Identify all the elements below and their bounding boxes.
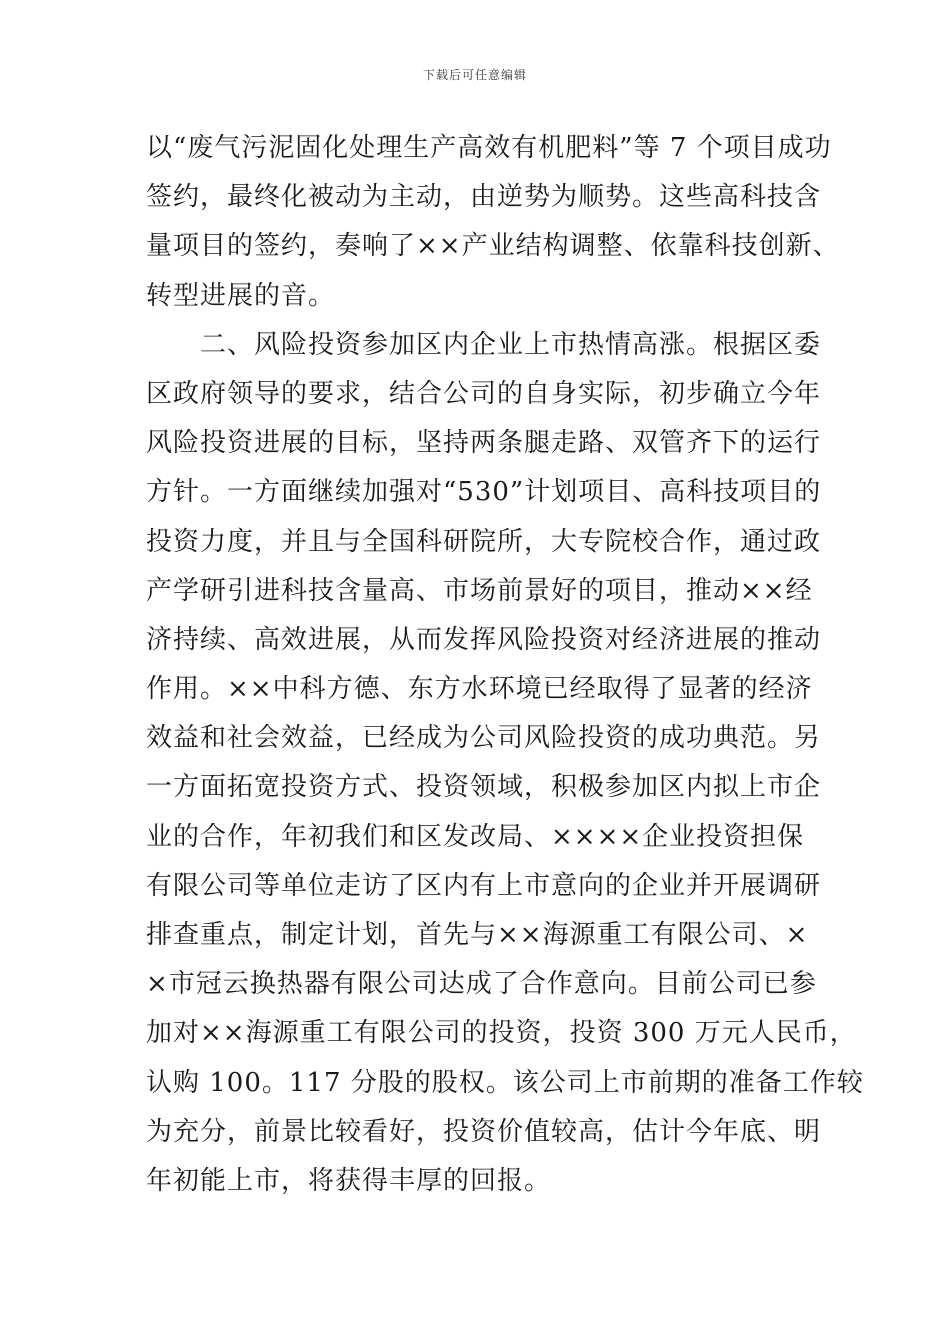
text-line: 区政府领导的要求，结合公司的自身实际，初步确立今年 [146,378,822,409]
page-header-note: 下载后可任意编辑 [422,68,527,82]
text-line: ×市冠云换热器有限公司达成了合作意向。目前公司已参 [146,969,817,1000]
text-line: 年初能上市，将获得丰厚的回报。 [146,1165,552,1196]
document-body [146,124,864,1206]
text-line: 投资力度，并且与全国科研院所，大专院校合作，通过政 [146,526,822,557]
text-line: 济持续、高效进展，从而发挥风险投资对经济进展的推动 [146,624,822,655]
text-line: 加对××海源重工有限公司的投资，投资 300 万元人民币， [146,1018,857,1049]
text-line: 签约，最终化被动为主动，由逆势为顺势。这些高科技含 [146,182,822,213]
text-line: 作用。××中科方德、东方水环境已经取得了显著的经济 [146,674,813,705]
text-line: 效益和社会效益，已经成为公司风险投资的成功典范。另 [146,723,822,754]
text-line: 量项目的签约，奏响了××产业结构调整、依靠科技创新、 [146,231,840,262]
text-line: 以“废气污泥固化处理生产高效有机肥料”等 7 个项目成功 [146,133,832,163]
paragraph-2 [146,321,864,1206]
text-line: 方针。一方面继续加强对“530”计划项目、高科技项目的 [146,477,822,508]
text-line: 业的合作，年初我们和区发改局、××××企业投资担保 [146,821,805,852]
text-line: 为充分，前景比较看好，投资价值较高，估计今年底、明 [146,1116,822,1147]
text-line: 认购 100。117 分股的股权。该公司上市前期的准备工作较 [146,1067,864,1098]
text-line: 二、风险投资参加区内企业上市热情高涨。根据区委 [200,329,822,360]
paragraph-1 [146,124,840,321]
text-line: 产学研引进科技含量高、市场前景好的项目，推动××经 [146,575,813,606]
text-line: 转型进展的音。 [146,280,336,311]
text-line: 风险投资进展的目标，坚持两条腿走路、双管齐下的运行 [146,428,822,459]
text-line: 排查重点，制定计划，首先与××海源重工有限公司、× [146,920,809,950]
text-line: 有限公司等单位走访了区内有上市意向的企业并开展调研 [146,870,822,901]
text-line: 一方面拓宽投资方式、投资领域，积极参加区内拟上市企 [146,772,822,803]
